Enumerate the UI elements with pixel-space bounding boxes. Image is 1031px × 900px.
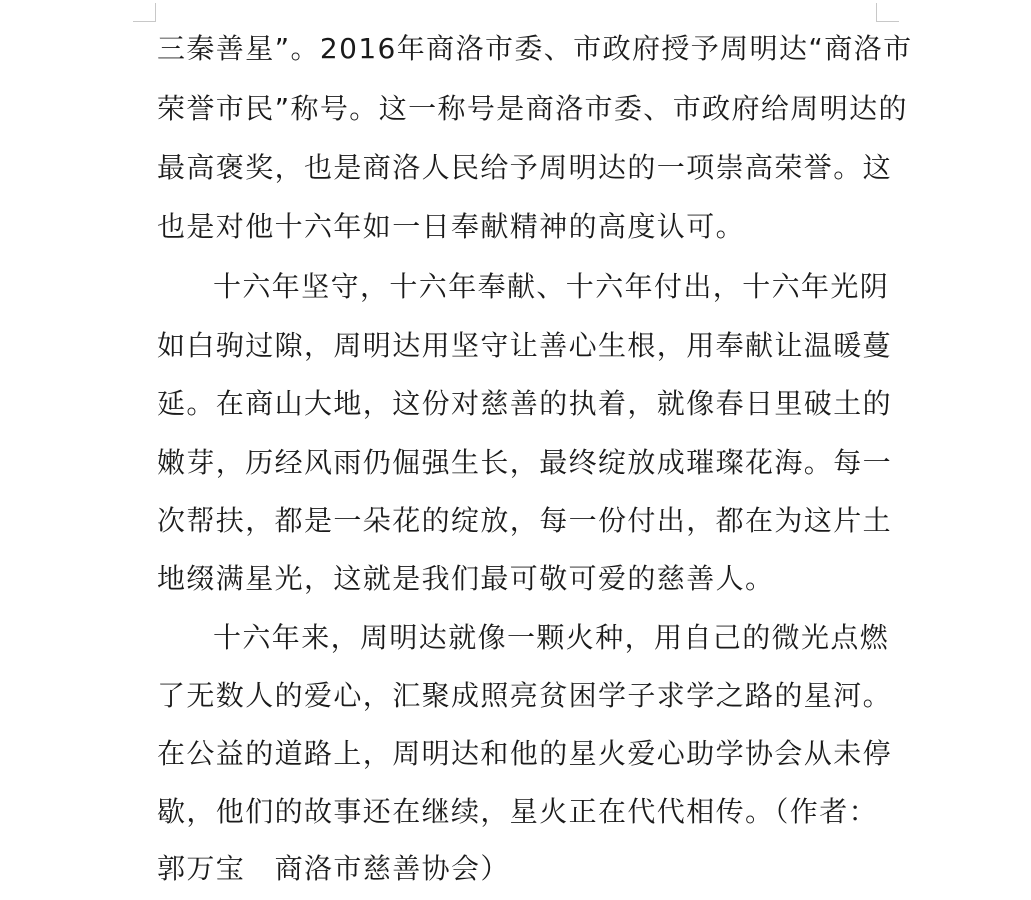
text-line: 最高褒奖，也是商洛人民给予周明达的一项崇高荣誉。这 <box>157 151 893 184</box>
text-line: 歇，他们的故事还在继续，星火正在代代相传。（作者： <box>157 795 879 828</box>
page-corner-mark-right <box>876 3 899 22</box>
text-line: 延。在商山大地，这份对慈善的执着，就像春日里破土的 <box>157 387 893 420</box>
text-line: 了无数人的爱心，汇聚成照亮贫困学子求学之路的星河。 <box>157 679 893 712</box>
text-line: 如白驹过隙，周明达用坚守让善心生根，用奉献让温暖蔓 <box>157 329 893 362</box>
text-line: 嫩芽，历经风雨仍倔强生长，最终绽放成璀璨花海。每一 <box>157 446 893 479</box>
text-line: 在公益的道路上，周明达和他的星火爱心助学协会从未停 <box>157 737 893 770</box>
text-line: 也是对他十六年如一日奉献精神的高度认可。 <box>157 210 746 243</box>
text-line: 三秦善星”。2016年商洛市委、市政府授予周明达“商洛市 <box>157 32 913 65</box>
text-line: 荣誉市民”称号。这一称号是商洛市委、市政府给周明达的 <box>157 92 908 125</box>
text-line: 次帮扶，都是一朵花的绽放，每一份付出，都在为这片土 <box>157 504 893 537</box>
text-line: 郭万宝 商洛市慈善协会） <box>157 852 510 885</box>
text-line-paragraph-start: 十六年来，周明达就像一颗火种，用自己的微光点燃 <box>213 621 890 654</box>
page-corner-mark-left <box>133 3 156 22</box>
text-line: 地缀满星光，这就是我们最可敬可爱的慈善人。 <box>157 562 775 595</box>
text-line-paragraph-start: 十六年坚守，十六年奉献、十六年付出，十六年光阴 <box>213 270 890 303</box>
